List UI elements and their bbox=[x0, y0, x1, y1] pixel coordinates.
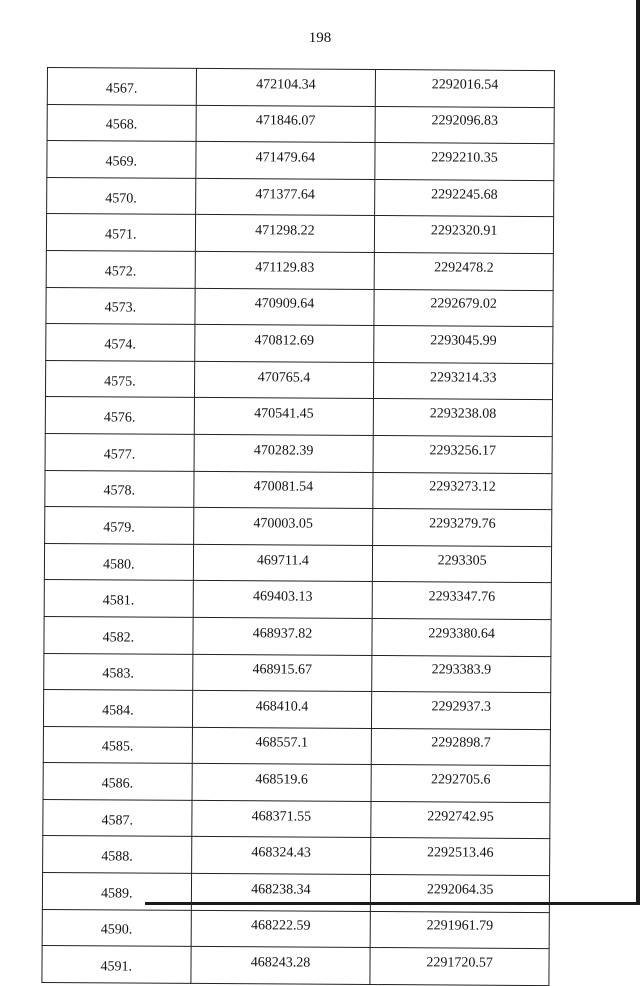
table-row bbox=[45, 507, 552, 547]
table-row bbox=[45, 397, 552, 437]
x-coordinate-cell: 468410.4 bbox=[192, 690, 372, 728]
x-coordinate-cell: 470003.05 bbox=[193, 508, 373, 546]
y-coordinate-cell: 2293347.76 bbox=[372, 582, 551, 620]
point-number-cell: 4591. bbox=[42, 946, 191, 984]
y-coordinate-cell: 2293045.99 bbox=[374, 326, 553, 364]
table-row bbox=[47, 104, 554, 144]
table-row bbox=[46, 287, 553, 327]
table-row bbox=[45, 433, 552, 473]
y-coordinate-cell: 2292245.68 bbox=[375, 179, 554, 217]
x-coordinate-cell: 468243.28 bbox=[191, 947, 371, 985]
x-coordinate-cell: 468519.6 bbox=[192, 764, 372, 802]
x-coordinate-cell: 468915.67 bbox=[192, 654, 372, 692]
table-row bbox=[45, 360, 552, 400]
y-coordinate-cell: 2292016.54 bbox=[376, 70, 555, 108]
x-coordinate-cell: 470765.4 bbox=[194, 361, 374, 399]
x-coordinate-cell: 471377.64 bbox=[195, 178, 375, 216]
point-number-cell: 4569. bbox=[47, 141, 196, 179]
y-coordinate-cell: 2293383.9 bbox=[372, 655, 551, 693]
table-row bbox=[43, 726, 550, 766]
page-number: 198 bbox=[308, 30, 332, 46]
table-row bbox=[44, 616, 551, 656]
x-coordinate-cell: 468238.34 bbox=[191, 873, 371, 911]
y-coordinate-cell: 2293214.33 bbox=[374, 362, 553, 400]
x-coordinate-cell: 470541.45 bbox=[194, 398, 374, 436]
x-coordinate-cell: 468937.82 bbox=[193, 617, 373, 655]
x-coordinate-cell: 471298.22 bbox=[195, 215, 375, 253]
y-coordinate-cell: 2292937.3 bbox=[372, 692, 551, 730]
point-number-cell: 4581. bbox=[44, 580, 193, 618]
table-row bbox=[43, 799, 550, 839]
x-coordinate-cell: 471479.64 bbox=[195, 142, 375, 180]
point-number-cell: 4585. bbox=[43, 726, 192, 764]
point-number-cell: 4583. bbox=[44, 653, 193, 691]
point-number-cell: 4590. bbox=[42, 909, 191, 947]
point-number-cell: 4580. bbox=[44, 543, 193, 581]
y-coordinate-cell: 2293256.17 bbox=[373, 435, 552, 473]
table-row bbox=[47, 68, 554, 108]
point-number-cell: 4576. bbox=[45, 397, 194, 435]
table-row bbox=[47, 141, 554, 181]
point-number-cell: 4568. bbox=[47, 104, 196, 142]
point-number-cell: 4567. bbox=[47, 68, 196, 106]
coordinates-table-body bbox=[42, 68, 555, 986]
y-coordinate-cell: 2293380.64 bbox=[372, 618, 551, 656]
table-row bbox=[44, 543, 551, 583]
table-row bbox=[45, 470, 552, 510]
x-coordinate-cell: 468557.1 bbox=[192, 727, 372, 765]
y-coordinate-cell: 2292898.7 bbox=[372, 728, 551, 766]
table-row bbox=[42, 909, 549, 949]
point-number-cell: 4572. bbox=[46, 250, 195, 288]
y-coordinate-cell: 2292679.02 bbox=[374, 289, 553, 327]
x-coordinate-cell: 471129.83 bbox=[195, 251, 375, 289]
table-row bbox=[43, 690, 550, 730]
y-coordinate-cell: 2293273.12 bbox=[373, 472, 552, 510]
table-row bbox=[44, 653, 551, 693]
point-number-cell: 4589. bbox=[42, 873, 191, 911]
point-number-cell: 4582. bbox=[44, 616, 193, 654]
coordinates-table bbox=[41, 67, 555, 986]
y-coordinate-cell: 2291961.79 bbox=[370, 911, 549, 949]
point-number-cell: 4574. bbox=[46, 324, 195, 362]
x-coordinate-cell: 470812.69 bbox=[194, 325, 374, 363]
x-coordinate-cell: 469403.13 bbox=[193, 581, 373, 619]
point-number-cell: 4588. bbox=[43, 836, 192, 874]
y-coordinate-cell: 2292478.2 bbox=[374, 252, 553, 290]
table-row bbox=[43, 836, 550, 876]
y-coordinate-cell: 2292513.46 bbox=[371, 838, 550, 876]
table-row bbox=[46, 250, 553, 290]
x-coordinate-cell: 470081.54 bbox=[193, 471, 373, 509]
x-coordinate-cell: 470282.39 bbox=[194, 434, 374, 472]
table-row bbox=[44, 580, 551, 620]
table-row bbox=[42, 873, 549, 913]
x-coordinate-cell: 469711.4 bbox=[193, 544, 373, 582]
table-row bbox=[46, 324, 553, 364]
table-row bbox=[46, 214, 553, 254]
y-coordinate-cell: 2292705.6 bbox=[371, 765, 550, 803]
point-number-cell: 4578. bbox=[45, 470, 194, 508]
point-number-cell: 4577. bbox=[45, 433, 194, 471]
y-coordinate-cell: 2293279.76 bbox=[373, 509, 552, 547]
y-coordinate-cell: 2292210.35 bbox=[375, 143, 554, 181]
table-row bbox=[43, 763, 550, 803]
y-coordinate-cell: 2291720.57 bbox=[370, 948, 549, 986]
table-row bbox=[47, 177, 554, 217]
point-number-cell: 4575. bbox=[45, 360, 194, 398]
scan-edge-right bbox=[636, 0, 640, 905]
point-number-cell: 4584. bbox=[43, 690, 192, 728]
y-coordinate-cell: 2293238.08 bbox=[374, 399, 553, 437]
y-coordinate-cell: 2292320.91 bbox=[375, 216, 554, 254]
point-number-cell: 4573. bbox=[46, 287, 195, 325]
point-number-cell: 4570. bbox=[47, 177, 196, 215]
table-row bbox=[42, 946, 549, 986]
y-coordinate-cell: 2293305 bbox=[373, 545, 552, 583]
point-number-cell: 4571. bbox=[46, 214, 195, 252]
x-coordinate-cell: 472104.34 bbox=[196, 68, 376, 106]
x-coordinate-cell: 471846.07 bbox=[196, 105, 376, 143]
x-coordinate-cell: 468371.55 bbox=[191, 800, 371, 838]
x-coordinate-cell: 468222.59 bbox=[191, 910, 371, 948]
x-coordinate-cell: 468324.43 bbox=[191, 837, 371, 875]
y-coordinate-cell: 2292064.35 bbox=[371, 875, 550, 913]
x-coordinate-cell: 470909.64 bbox=[195, 288, 375, 326]
point-number-cell: 4586. bbox=[43, 763, 192, 801]
y-coordinate-cell: 2292096.83 bbox=[375, 106, 554, 144]
point-number-cell: 4579. bbox=[45, 507, 194, 545]
point-number-cell: 4587. bbox=[43, 799, 192, 837]
y-coordinate-cell: 2292742.95 bbox=[371, 801, 550, 839]
